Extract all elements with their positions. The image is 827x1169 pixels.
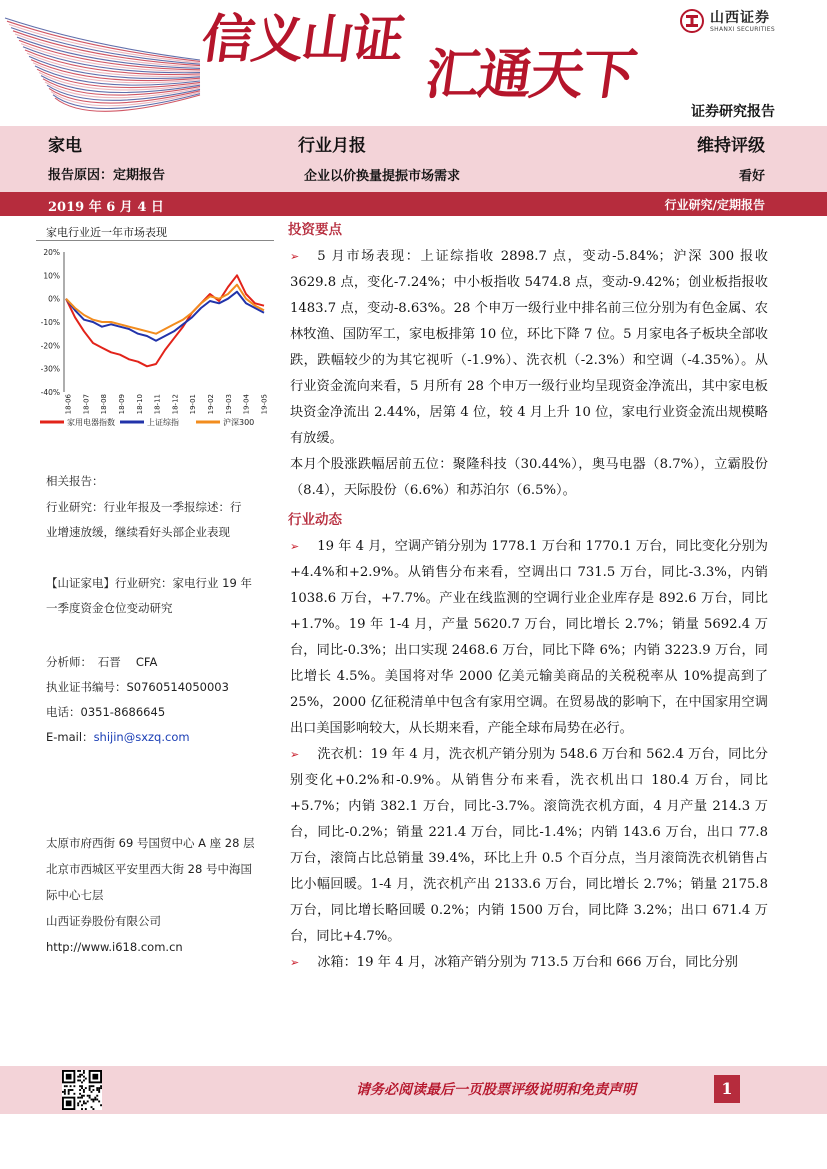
banner <box>0 0 827 126</box>
x-tick-label: 19-03 <box>224 394 233 415</box>
related-reports-title: 相关报告： <box>46 474 104 488</box>
qr-code-icon <box>62 1070 102 1110</box>
brand <box>680 9 775 33</box>
x-tick-label: 19-01 <box>189 394 198 415</box>
website-link[interactable]: http://www.i618.com.cn <box>46 940 183 954</box>
related-report-1-line2: 业增速放缓，继续看好头部企业表现 <box>46 525 230 539</box>
section-title-highlights: 投资要点 <box>288 222 342 238</box>
y-tick-label: -40% <box>40 388 60 397</box>
report-category: 行业研究/定期报告 <box>664 198 765 212</box>
x-tick-label: 19-05 <box>260 394 269 415</box>
disclaimer: 请务必阅读最后一页股票评级说明和免责声明 <box>356 1082 636 1098</box>
report-kind: 行业月报 <box>298 136 366 156</box>
page-number: 1 <box>714 1075 740 1103</box>
paragraph <box>290 534 768 742</box>
legend-label: 上证综指 <box>147 418 179 427</box>
arrow-bullet-icon: ➢ <box>290 250 300 263</box>
y-tick-label: -30% <box>40 364 60 374</box>
phone: 电话：0351-8686645 <box>46 705 166 719</box>
market-performance-chart <box>36 244 274 440</box>
y-tick-label: 10% <box>43 271 60 281</box>
paragraph-text: 洗衣机：19 年 4 月，洗衣机产销分别为 548.6 万台和 562.4 万台，同比分别变化+0.2%和-0.9%。从销售分布来看，洗衣机出口 180.4 万台，同比+5.7%；内销 382.1 万台，同比-3.7%。滚筒洗衣机方面，4 月产量 214.3 万台，同比-0.2%；销量 221.4 万台，同比-1.4%；内销 143.6 万台，出口 77.8 万台，滚筒占比总销量 39.4%，环比上升 0.5 个百分点，当月滚筒洗衣机销售占比小幅回暖。1-4 月，洗衣机产出 2133.6 万台，同比增长 2.7%；销量 2175.8 万台，同比增长略回暖 0.2%；内销 1500 万台，同比降 3.2%；出口 671.4 万台，同比+4.7%。 <box>290 747 768 944</box>
x-tick-label: 19-02 <box>207 394 216 415</box>
sector-label: 家电 <box>48 136 82 156</box>
x-tick-label: 18-11 <box>153 394 162 415</box>
report-type: 证券研究报告 <box>691 104 775 120</box>
brand-name: 山西证券 <box>710 9 771 26</box>
arrow-bullet-icon: ➢ <box>290 748 300 761</box>
arrow-bullet-icon: ➢ <box>290 956 300 969</box>
paragraph-text: 19 年 4 月，空调产销分别为 1778.1 万台和 1770.1 万台，同比变化分别为+4.4%和+2.9%。从销售分布来看，空调出口 731.5 万台，同比-3.3%，内销 1038.6 万台，+7.7%。产业在线监测的空调行业企业库存是 892.6 万台，同比+1.7%。19 年 1-4 月，产量 5620.7 万台，同比增长 2.7%；销量 5692.4 万台，同比-0.3%；出口实现 2468.6 万台，同比下降 6%；内销 3223.9 万台，同比增长 4.5%。美国将对华 2000 亿美元输美商品的关税税率从 10%提高到了 25%，2000 亿征税清单中包含有家用空调。在贸易战的影响下，在中国家用空调出口美国影响较大，从长期来看，产能全球布局势在必行。 <box>290 539 768 736</box>
divider <box>36 240 274 241</box>
x-tick-label: 18-06 <box>64 394 73 415</box>
y-tick-label: 20% <box>43 248 60 257</box>
slogan-part1: 信义山证 <box>197 10 407 70</box>
email-link[interactable]: shijin@sxzq.com <box>93 730 190 744</box>
paragraph <box>290 950 768 976</box>
main-content <box>290 218 768 976</box>
paragraph: 本月个股涨跌幅居前五位：聚隆科技（30.44%），奥马电器（8.7%），立霸股份（8.4），天际股份（6.6%）和苏泊尔（6.5%）。 <box>290 457 768 498</box>
report-subtitle: 企业以价换量提振市场需求 <box>304 169 461 184</box>
date-band <box>0 192 827 216</box>
rating-label: 维持评级 <box>697 136 765 156</box>
related-report-2-line2: 一季度资金仓位变动研究 <box>46 601 173 615</box>
x-tick-label: 18-07 <box>82 394 91 415</box>
brand-name-en: SHANXI SECURITIES <box>710 25 775 33</box>
slogan-part2: 汇通天下 <box>421 43 639 106</box>
email-row <box>46 724 190 750</box>
address-2-line2: 际中心七层 <box>46 888 104 902</box>
x-tick-label: 18-08 <box>100 394 109 415</box>
company-name: 山西证券股份有限公司 <box>46 914 161 928</box>
company-logo-icon <box>680 9 704 33</box>
address-1: 太原市府西街 69 号国贸中心 A 座 28 层 <box>46 836 255 850</box>
rating-view: 看好 <box>738 169 765 184</box>
y-tick-label: -10% <box>40 318 60 327</box>
report-header <box>0 126 827 192</box>
x-tick-label: 18-09 <box>117 394 126 415</box>
report-reason: 报告原因：定期报告 <box>48 168 166 183</box>
related-report-1-line1: 行业研究：行业年报及一季报综述：行 <box>46 500 242 514</box>
legend-label: 家用电器指数 <box>67 418 115 427</box>
email-label: E-mail： <box>46 730 94 744</box>
chart-title: 家电行业近一年市场表现 <box>46 226 167 239</box>
x-tick-label: 18-12 <box>171 394 180 415</box>
legend-label: 沪深300 <box>223 418 255 427</box>
analyst-name: 分析师： 石晋 CFA <box>46 655 158 669</box>
x-tick-label: 19-04 <box>242 394 251 415</box>
paragraph <box>290 244 768 452</box>
arrow-bullet-icon: ➢ <box>290 540 300 553</box>
license-number: 执业证书编号：S0760514050003 <box>46 680 229 694</box>
y-tick-label: 0% <box>48 294 60 304</box>
footer <box>0 1066 827 1114</box>
x-tick-label: 18-10 <box>135 394 144 415</box>
report-date: 2019 年 6 月 4 日 <box>48 200 164 215</box>
section-title-industry-news: 行业动态 <box>288 512 342 528</box>
related-report-2-line1: 【山证家电】行业研究：家电行业 19 年 <box>46 576 252 590</box>
paragraph-text: 冰箱：19 年 4 月，冰箱产销分别为 713.5 万台和 666 万台，同比分别 <box>317 955 738 970</box>
paragraph <box>290 742 768 950</box>
paragraph-text: 5 月市场表现：上证综指收 2898.7 点，变动-5.84%；沪深 300 报收 3629.8 点，变化-7.24%；中小板指收 5474.8 点，变动-9.42%；创业板指报收 1483.7 点，变动-8.63%。28 个申万一级行业中排名前三位分别为有色金属、农林牧渔、国防军工，家电板排第 10 位，环比下降 7 位。5 月家电各子板块全部收跌，跌幅较少的为其它视听（-1.9%）、洗衣机（-2.3%）和空调（-4.35%）。从行业资金流向来看，5 月所有 28 个申万一级行业均呈现资金净流出，其中家电板块资金净流出 2.44%，居第 4 位，较 4 月上升 10 位，家电行业资金流出规模略有放缓。 <box>290 249 768 446</box>
y-tick-label: -20% <box>40 341 60 351</box>
series-line <box>66 292 264 341</box>
series-line <box>66 285 264 334</box>
address-2-line1: 北京市西城区平安里西大街 28 号中海国 <box>46 862 252 876</box>
